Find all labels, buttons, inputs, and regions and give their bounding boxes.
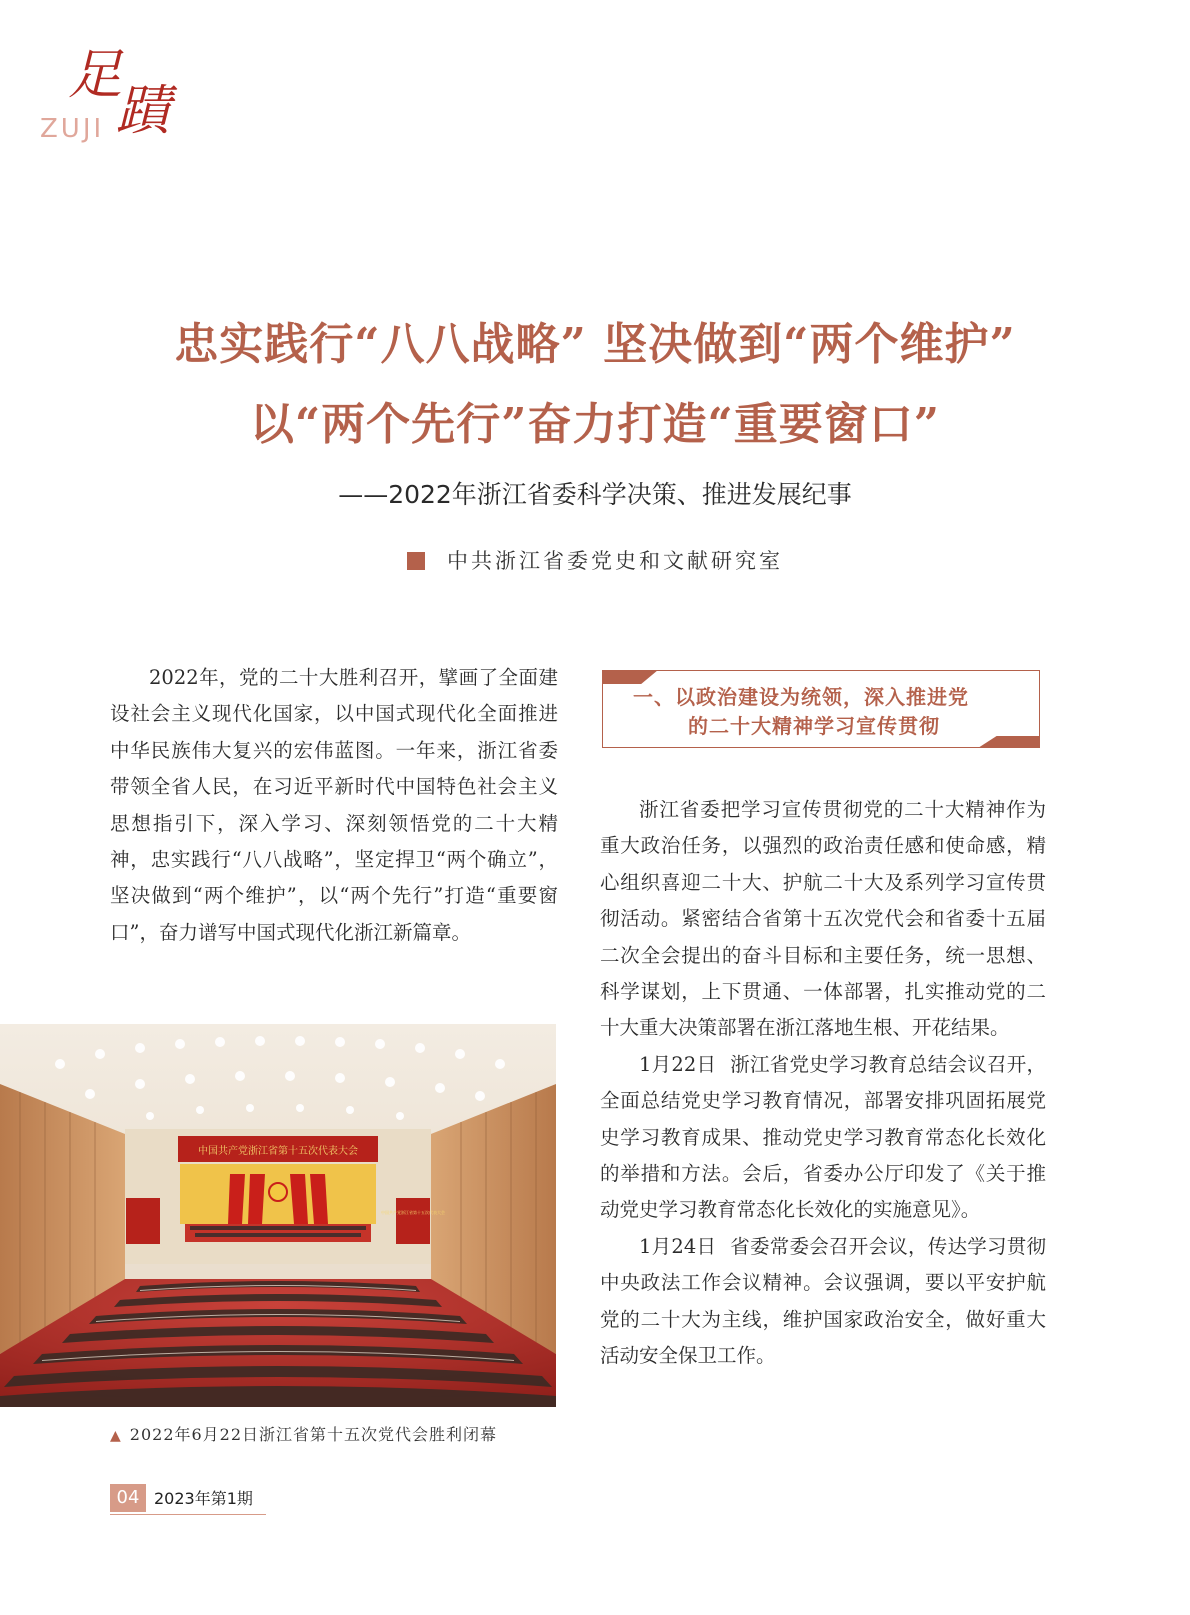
issue-label: 2023年第1期 xyxy=(154,1489,253,1508)
body-paragraph xyxy=(600,1229,1046,1375)
article-header xyxy=(0,305,1190,575)
footer-rule xyxy=(110,1514,266,1515)
article-title-line-1: 忠实践行“八八战略” 坚决做到“两个维护” xyxy=(174,319,1016,370)
masthead-logo xyxy=(40,43,180,148)
masthead-pinyin: ZUJI xyxy=(40,114,105,144)
page-footer xyxy=(110,1484,270,1512)
paragraph-date: 1月24日 xyxy=(639,1234,717,1258)
photo-caption xyxy=(110,1422,558,1445)
author-name: 中共浙江省委党史和文献研究室 xyxy=(447,549,783,573)
article-title-line-2: 以“两个先行”奋力打造“重要窗口” xyxy=(249,399,941,450)
caption-text: 2022年6月22日浙江省第十五次党代会胜利闭幕 xyxy=(129,1425,498,1444)
paragraph-date: 1月22日 xyxy=(639,1052,717,1076)
section-heading xyxy=(633,683,1033,741)
article-author xyxy=(0,545,1190,575)
paragraph-text: 浙江省党史学习教育总结会议召开，全面总结党史学习教育情况，部署安排巩固拓展党史学习教育成果、推动党史学习教育常态化长效化的举措和方法。会后，省委办公厅印发了《关于推动党史学习教育常态化长效化的实施意见》。 xyxy=(600,1052,1046,1222)
side-board-text: 中国共产党浙江省第十五次代表大会 xyxy=(381,1210,445,1215)
page-number: 04 xyxy=(110,1484,146,1512)
masthead-chinese-2: 蹟 xyxy=(116,79,170,142)
body-paragraph xyxy=(600,792,1046,1047)
congress-hall-photo xyxy=(0,1024,556,1407)
section-heading-line-1: 一、以政治建设为统领，深入推进党 xyxy=(633,685,969,709)
side-board xyxy=(396,1198,430,1244)
paragraph-text: 省委常委会召开会议，传达学习贯彻中央政法工作会议精神。会议强调，要以平安护航党的二十大为主线，维护国家政治安全，做好重大活动安全保卫工作。 xyxy=(600,1234,1046,1368)
banner-text: 中国共产党浙江省第十五次代表大会 xyxy=(198,1146,358,1157)
section-heading-box xyxy=(602,670,1040,748)
intro-column xyxy=(110,660,558,951)
intro-paragraph: 2022年，党的二十大胜利召开，擘画了全面建设社会主义现代化国家，以中国式现代化全面推进中华民族伟大复兴的宏伟蓝图。一年来，浙江省委带领全省人民，在习近平新时代中国特色社会主义思想指引下，深入学习、深刻领悟党的二十大精神，忠实践行“八八战略”，坚定捍卫“两个确立”，坚决做到“两个维护”，以“两个先行”打造“重要窗口”，奋力谱写中国式现代化浙江新篇章。 xyxy=(110,666,558,944)
triangle-marker-icon: ▲ xyxy=(110,1428,122,1444)
body-column xyxy=(600,792,1046,1375)
author-marker-icon xyxy=(407,552,425,570)
section-corner-decoration xyxy=(602,670,658,684)
article-subtitle: ——2022年浙江省委科学决策、推进发展纪事 xyxy=(338,480,852,509)
paragraph-text: 浙江省委把学习宣传贯彻党的二十大精神作为重大政治任务，以强烈的政治责任感和使命感，精心组织喜迎二十大、护航二十大及系列学习宣传贯彻活动。紧密结合省第十五次党代会和省委十五届二次全会提出的奋斗目标和主要任务，统一思想、科学谋划，上下贯通、一体部署，扎实推动党的二十大重大决策部署在浙江落地生根、开花结果。 xyxy=(600,798,1046,1040)
masthead-chinese-1: 足 xyxy=(68,43,124,106)
body-paragraph xyxy=(600,1047,1046,1229)
section-heading-line-2: 的二十大精神学习宣传贯彻 xyxy=(688,714,940,738)
